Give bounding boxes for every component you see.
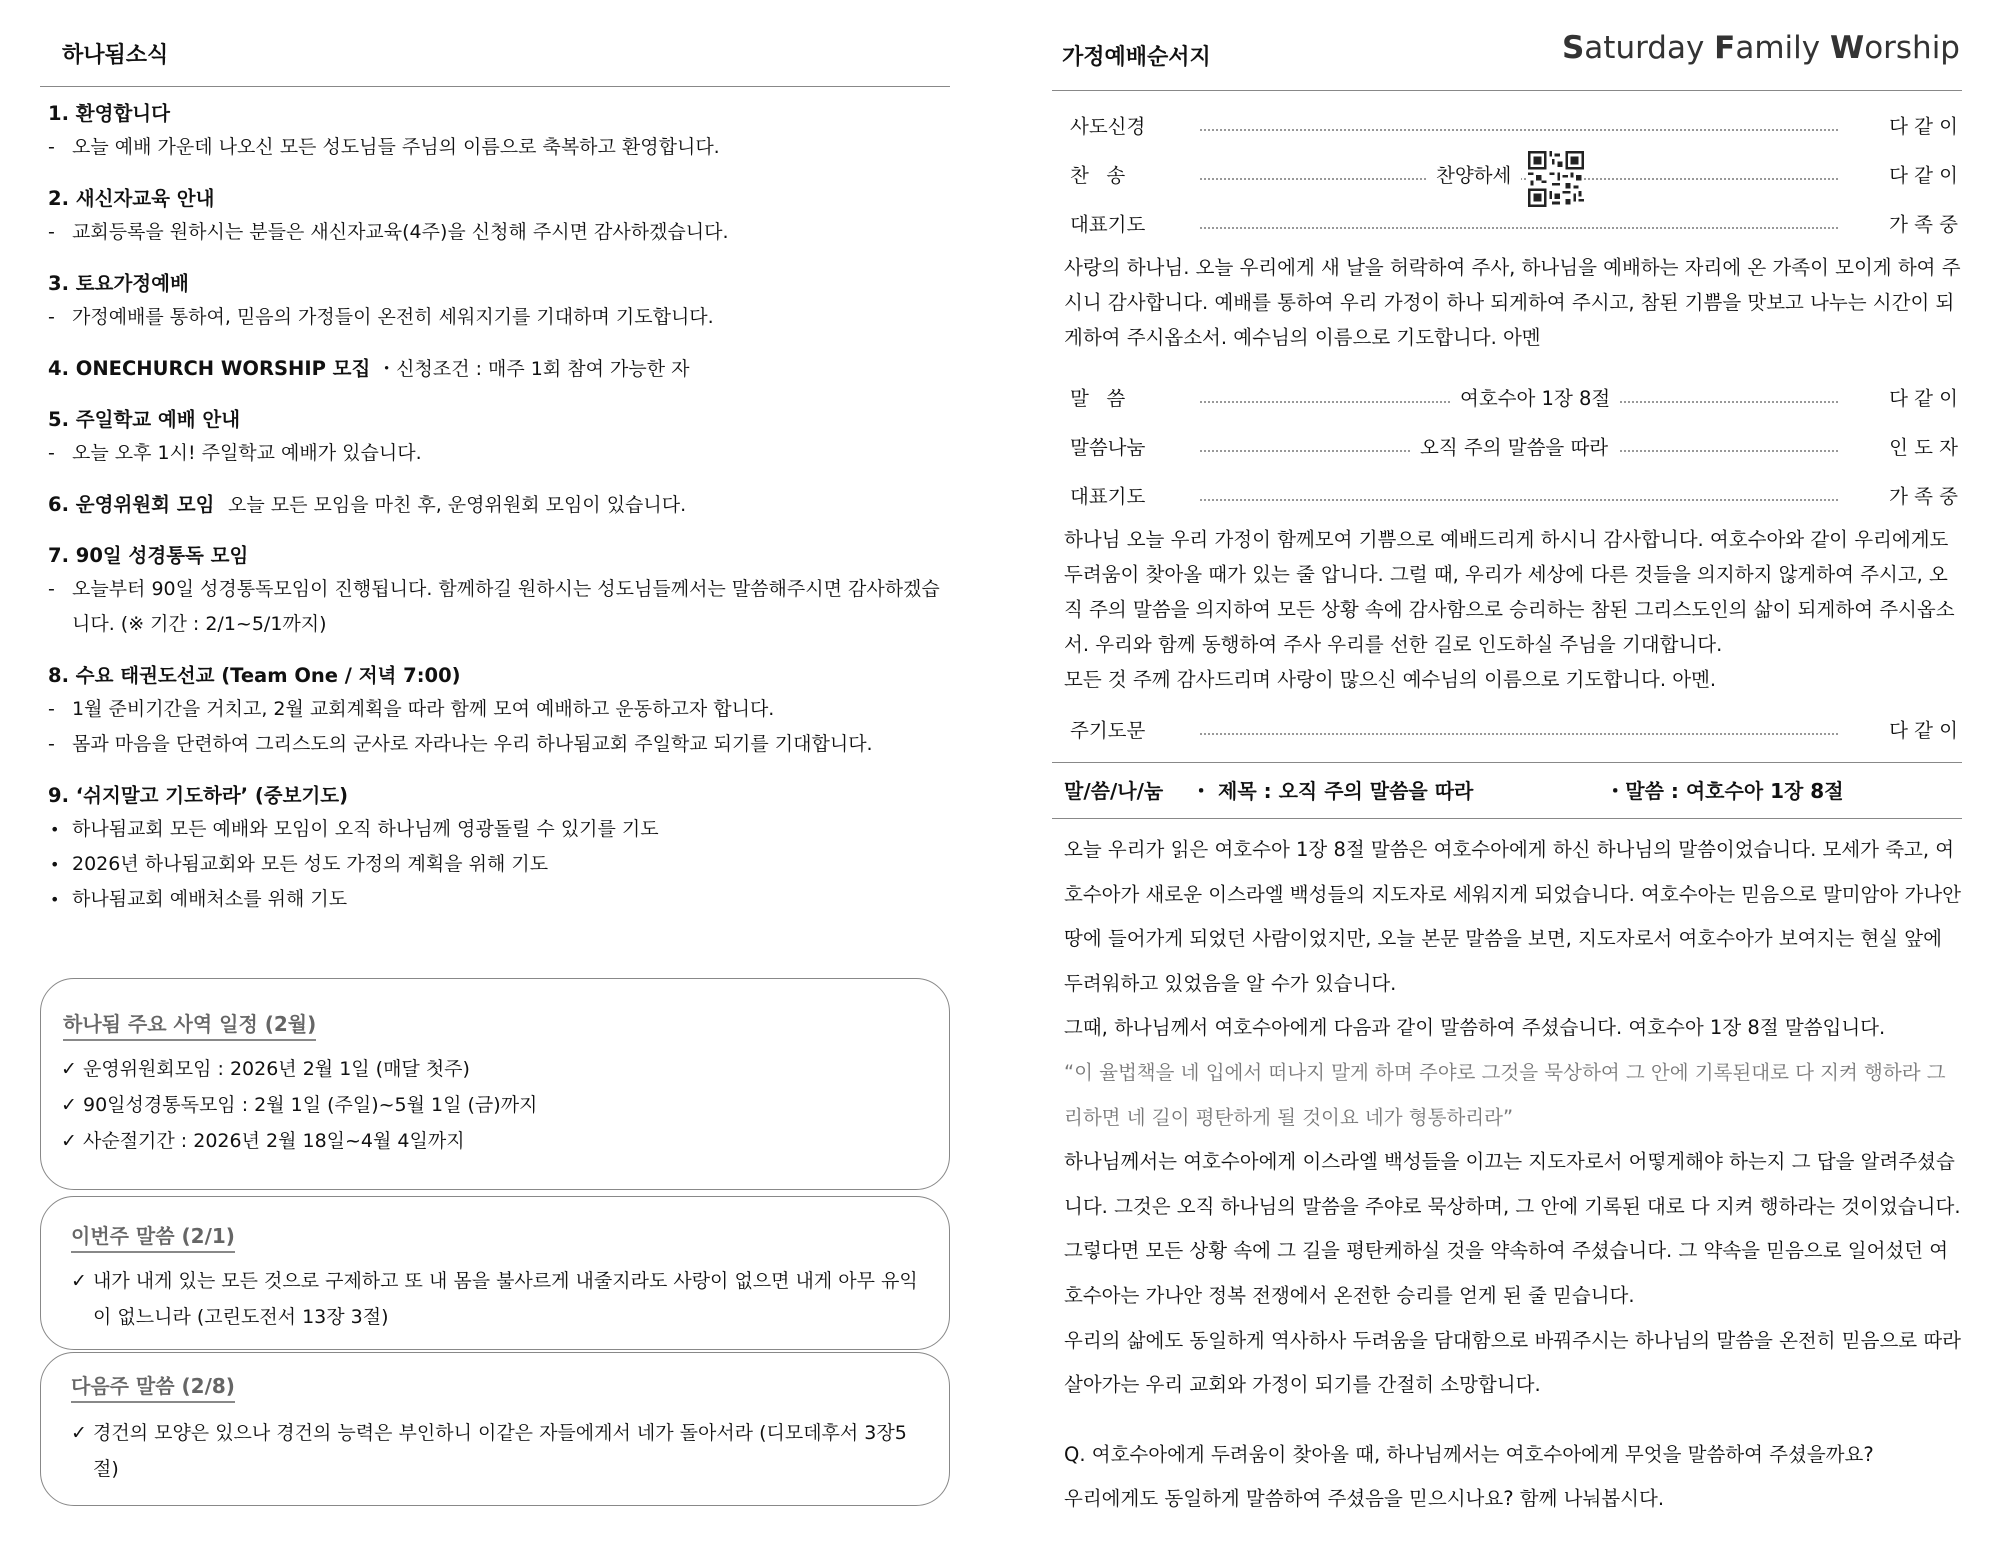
sermon-body [1064,828,1964,1408]
news-section-4 [48,352,948,386]
news-page [0,0,1000,1548]
dotted-leader [1200,227,1838,229]
prayer-item: • 하나됨교회 예배처소를 위해 기도 [48,882,948,917]
section-title: 7. 90일 성경통독 모임 [48,544,249,567]
sermon-paragraph: 오늘 우리가 읽은 여호수아 1장 8절 말씀은 여호수아에게 하신 하나님의 말씀이었습니다. 모세가 죽고, 여호수아가 새로운 이스라엘 백성들의 지도자로 세워지게 되었습니다. 여호수아는 믿음으로 말미암아 가나안 땅에 들어가게 되었던 사람이었지만, 오늘 본문 말씀을 보면, 지도자로서 여호수아가 보여지는 현실 앞에 두려워하고 있었음을 알 수가 있습니다. [1064,838,1962,995]
qr-code-icon[interactable] [1528,151,1584,207]
section-inline-note: 오늘 모든 모임을 마친 후, 운영위원회 모임이 있습니다. [228,494,687,516]
discussion-question: Q. 여호수아에게 두려움이 찾아올 때, 하나님께서는 여호수아에게 무엇을 말씀하여 주셨을까요? 우리에게도 동일하게 말씀하여 주셨음을 믿으시나요? 함께 나눠봅시다. [1064,1443,1874,1510]
news-header: 하나됨소식 [62,43,169,68]
schedule-item: ✓ 90일성경통독모임 : 2월 1일 (주일)~5월 1일 (금)까지 [61,1087,537,1123]
this-week-title: 이번주 말씀 (2/1) [71,1223,235,1253]
order-row-prayer-2: 대표기도 가 족 중 [1070,485,1958,508]
schedule-item: ✓ 사순절기간 : 2026년 2월 18일~4월 4일까지 [61,1123,537,1159]
section-line: - 오늘부터 90일 성경통독모임이 진행됩니다. 함께하길 원하시는 성도님들께서는 말씀해주시면 감사하겠습니다. (※ 기간 : 2/1~5/1까지) [48,578,940,635]
section-line: - 오늘 예배 가운데 나오신 모든 성도님들 주님의 이름으로 축복하고 환영합니다. [48,136,720,158]
this-week-verse-box [40,1196,950,1350]
schedule-box [40,978,950,1190]
check-icon: ✓ [71,1270,87,1292]
section-line: - 오늘 오후 1시! 주일학교 예배가 있습니다. [48,442,422,464]
section-title: 6. 운영위원회 모임 오늘 모든 모임을 마친 후, 운영위원회 모임이 있습니다. [48,493,687,516]
section-title: 3. 토요가정예배 [48,272,189,295]
section-line: - 교회등록을 원하시는 분들은 새신자교육(4주)을 신청해 주시면 감사하겠습니다. [48,221,729,243]
prayer-item: • 하나됨교회 모든 예배와 모임이 오직 하나님께 영광돌릴 수 있기를 기도 [48,812,948,847]
news-section-5 [48,403,948,471]
worship-page [1000,0,2002,1548]
section-title: 8. 수요 태권도선교 (Team One / 저녁 7:00) [48,664,461,687]
news-section-7 [48,539,948,642]
next-week-verse-box [40,1352,950,1506]
check-icon: ✓ [61,1094,77,1116]
news-section-2 [48,182,948,250]
sermon-paragraph: 그때, 하나님께서 여호수아에게 다음과 같이 말씀하여 주셨습니다. 여호수아 1장 8절 말씀입니다. [1064,1016,1886,1040]
news-section-9 [48,779,948,917]
order-row-prayer: 대표기도 가 족 중 [1070,213,1958,236]
bullet-icon: • [50,890,60,909]
bullet-icon: • [50,855,60,874]
next-week-list [71,1415,931,1487]
order-row-lords-prayer: 주기도문 다 같 이 [1070,719,1958,742]
check-icon: ✓ [71,1422,87,1444]
order-row-word: 말씀 여호수아 1장 8절 다 같 이 [1070,384,1958,414]
closing-prayer: 하나님 오늘 우리 가정이 함께모여 기쁨으로 예배드리게 하시니 감사합니다. 여호수아와 같이 우리에게도 두려움이 찾아올 때가 있는 줄 압니다. 그럴 때, 우리가 세상에 다른 것들을 의지하지 않게하여 주시고, 오직 주의 말씀을 의지하여 모든 상황 속에 감사함으로 승리하는 참된 그리스도인의 삶이 되게하여 주시옵소서. 우리와 함께 동행하여 주사 우리를 선한 길로 인도하실 주님을 기대합니다. 모든 것 주께 감사드리며 사랑이 많으신 예수님의 이름으로 기도합니다. 아멘. [1064,528,1955,691]
worship-header: 가정예배순서지 [1062,45,1211,70]
schedule-list [61,1051,537,1159]
opening-prayer: 사랑의 하나님. 오늘 우리에게 새 날을 허락하여 주사, 하나님을 예배하는 자리에 온 가족이 모이게 하여 주시니 감사합니다. 예배를 통하여 우리 가정이 하나 되게하여 주시고, 참된 기쁨을 맛보고 나누는 시간이 되게하여 주시옵소서. 예수님의 이름으로 기도합니다. 아멘 [1064,256,1961,349]
section-title: 2. 새신자교육 안내 [48,187,215,210]
order-row-sharing: 말씀나눔 오직 주의 말씀을 따라 인 도 자 [1070,433,1958,463]
news-list [48,97,948,934]
news-section-3 [48,267,948,335]
section-line: - 가정예배를 통하여, 믿음의 가정들이 온전히 세워지기를 기대하며 기도합니다. [48,306,714,328]
section-line: - 1월 준비기간을 거치고, 2월 교회계획을 따라 함께 모여 예배하고 운동하고자 합니다. [48,698,775,720]
news-section-6 [48,488,948,522]
header-divider [1052,90,1962,91]
order-row-creed: 사도신경 다 같 이 [1070,115,1958,138]
schedule-item: ✓ 운영위원회모임 : 2026년 2월 1일 (매달 첫주) [61,1051,537,1087]
dotted-leader [1200,129,1838,131]
section-title: 5. 주일학교 예배 안내 [48,408,241,431]
check-icon: ✓ [61,1130,77,1152]
schedule-title: 하나됨 주요 사역 일정 (2월) [63,1011,316,1041]
order-row-hymn: 찬송 찬양하세 다 같 이 [1070,161,1958,191]
header-divider [40,86,950,87]
scripture-quote: “이 율법책을 네 입에서 떠나지 말게 하며 주야로 그것을 묵상하여 그 안에 기록된대로 다 지켜 행하라 그리하면 네 길이 평탄하게 될 것이요 네가 형통하리라” [1064,1060,1946,1129]
verse-item: ✓ 경건의 모양은 있으나 경건의 능력은 부인하니 이같은 자들에게서 네가 돌아서라 (디모데후서 3장5절) [71,1415,931,1487]
verse-item: ✓ 내가 내게 있는 모든 것으로 구제하고 또 내 몸을 불사르게 내줄지라도 사랑이 없으면 내게 아무 유익이 없느니라 (고린도전서 13장 3절) [71,1263,931,1335]
prayer-item: • 2026년 하나됨교회와 모든 성도 가정의 계획을 위해 기도 [48,847,948,882]
section-title: 9. ‘쉬지말고 기도하라’ (중보기도) [48,784,349,807]
bullet-icon: • [50,820,60,839]
next-week-title: 다음주 말씀 (2/8) [71,1373,235,1403]
dotted-leader [1200,733,1838,735]
brand-title: Saturday Family Worship [1561,30,1960,66]
divider [1052,762,1962,763]
news-section-1 [48,97,948,165]
check-icon: ✓ [61,1058,77,1080]
section-inline-note: ・신청조건 : 매주 1회 참여 가능한 자 [377,358,690,380]
sermon-paragraph: 하나님께서는 여호수아에게 이스라엘 백성들을 이끄는 지도자로서 어떻게해야 하는지 그 답을 알려주셨습니다. 그것은 오직 하나님의 말씀을 주야로 묵상하며, 그 안에 기록된 대로 다 지켜 행하라는 것이었습니다. 그렇다면 모든 상황 속에 그 길을 평탄케하실 것을 약속하여 주셨습니다. 그 약속을 믿음으로 일어섰던 여호수아는 가나안 정복 전쟁에서 온전한 승리를 얻게 된 줄 믿습니다. [1064,1150,1961,1307]
news-section-8 [48,659,948,762]
section-line: - 몸과 마음을 단련하여 그리스도의 군사로 자라나는 우리 하나됨교회 주일학교 되기를 기대합니다. [48,733,873,755]
sermon-info: 말/씀/나/눔 ・ 제목 : 오직 주의 말씀을 따라 ・말씀 : 여호수아 1장 8절 [1064,779,1844,803]
section-title: 4. ONECHURCH WORSHIP 모집 ・신청조건 : 매주 1회 참여 가능한 자 [48,357,690,380]
section-title: 1. 환영합니다 [48,102,170,125]
divider [1052,818,1962,819]
sermon-paragraph: 우리의 삶에도 동일하게 역사하사 두려움을 담대함으로 바꿔주시는 하나님의 말씀을 온전히 믿음으로 따라 살아가는 우리 교회와 가정이 되기를 간절히 소망합니다. [1064,1328,1962,1397]
dotted-leader [1200,499,1838,501]
this-week-list [71,1263,931,1335]
